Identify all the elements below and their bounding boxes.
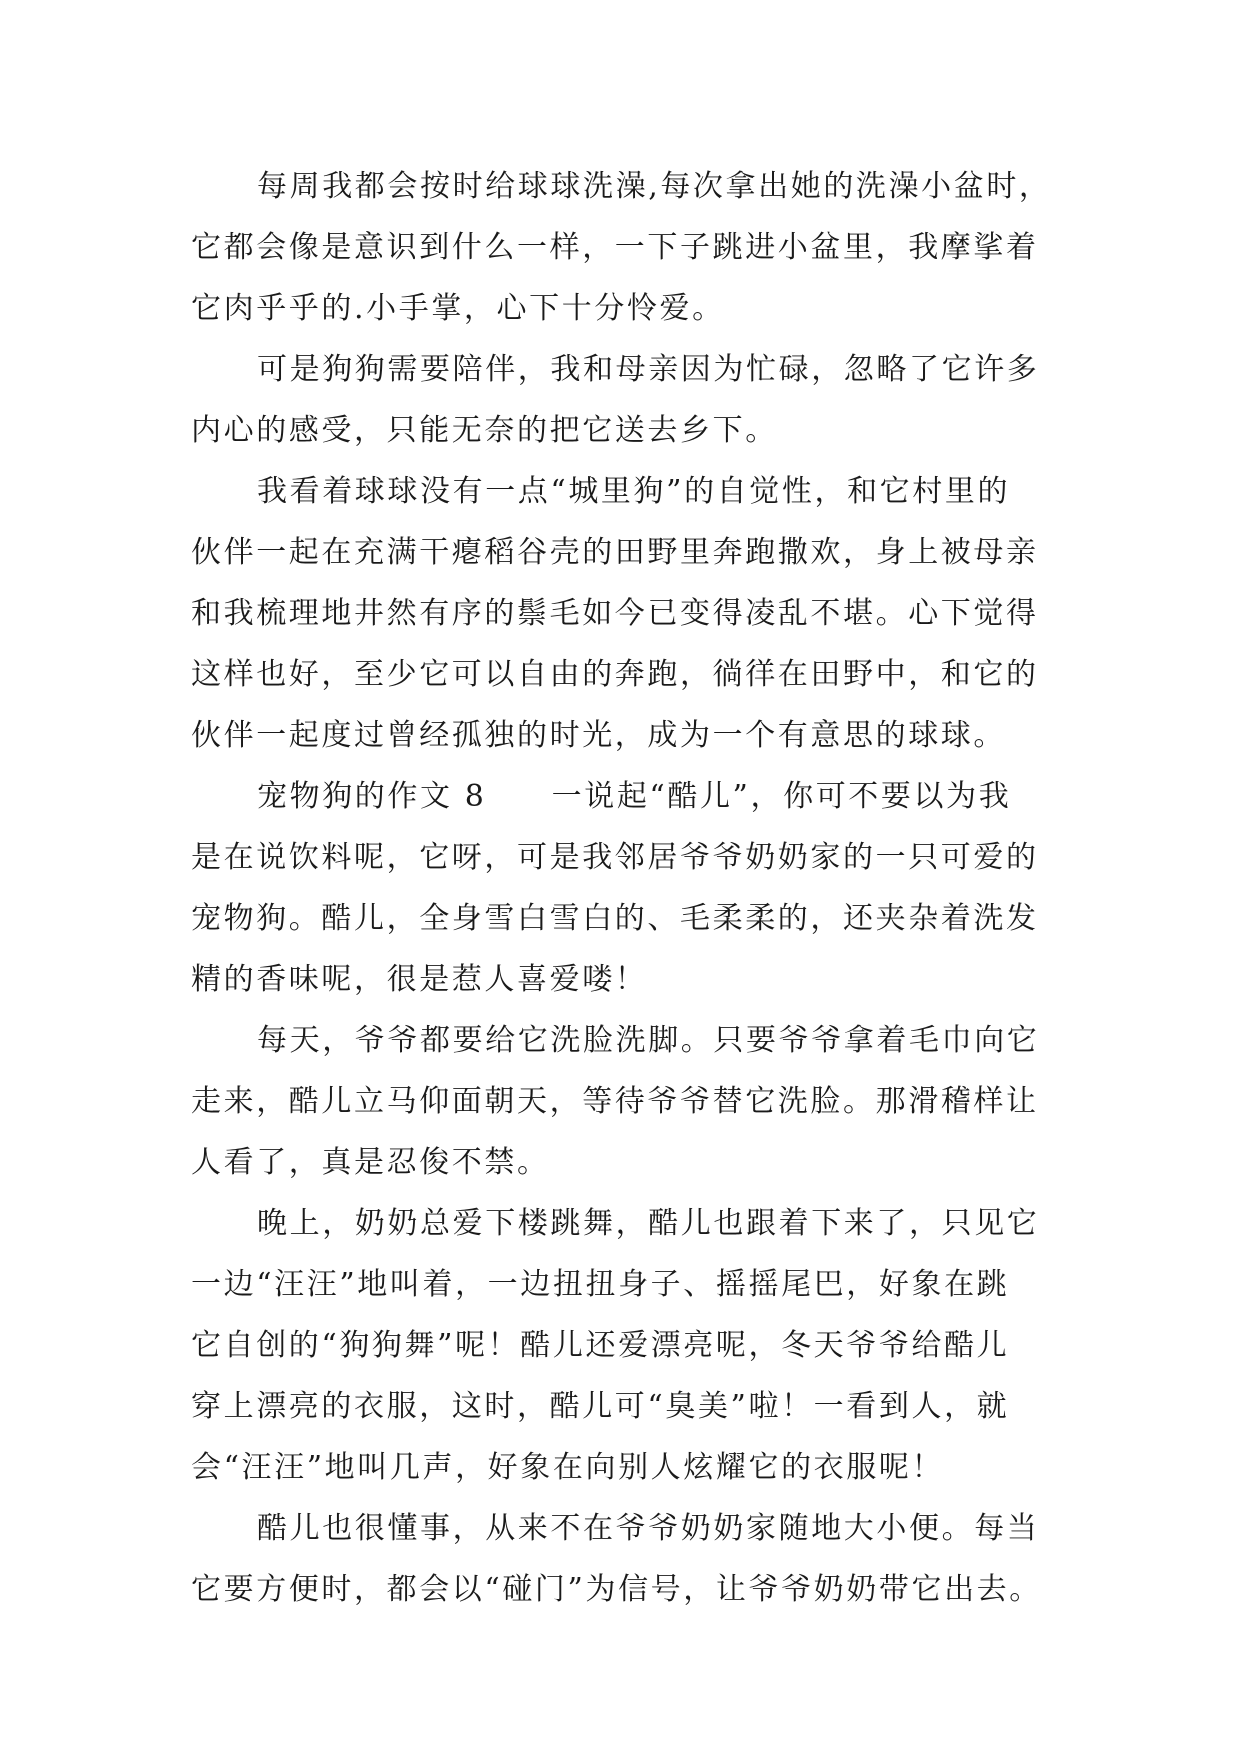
text-line: 它肉乎乎的.小手掌，心下十分怜爱。 xyxy=(191,291,725,326)
text-line: 这样也好，至少它可以自由的奔跑，徜徉在田野中，和它的 xyxy=(191,657,1039,692)
text-line: 穿上漂亮的衣服，这时，酷儿可“臭美”啦！一看到人，就 xyxy=(191,1389,1010,1424)
text-line: 可是狗狗需要陪伴，我和母亲因为忙碌，忽略了它许多 xyxy=(257,352,1040,387)
text-line: 每天，爷爷都要给它洗脸洗脚。只要爷爷拿着毛巾向它 xyxy=(257,1023,1040,1058)
text-line: 它要方便时，都会以“碰门”为信号，让爷爷奶奶带它出去。 xyxy=(191,1572,1042,1607)
text-line: 走来，酷儿立马仰面朝天，等待爷爷替它洗脸。那滑稽样让 xyxy=(191,1084,1039,1119)
text-line: 是在说饮料呢，它呀，可是我邻居爷爷奶奶家的一只可爱的 xyxy=(191,840,1039,875)
text-line: 宠物狗的作文 8 一说起“酷儿”，你可不要以为我 xyxy=(257,779,1012,814)
text-line: 人看了，真是忍俊不禁。 xyxy=(191,1145,550,1180)
text-line: 我看着球球没有一点“城里狗”的自觉性，和它村里的 xyxy=(257,474,1011,509)
essay-body xyxy=(191,156,1091,1620)
text-line: 一边“汪汪”地叫着，一边扭扭身子、摇摇尾巴，好象在跳 xyxy=(191,1267,1010,1302)
text-line: 酷儿也很懂事，从来不在爷爷奶奶家随地大小便。每当 xyxy=(257,1511,1040,1546)
text-line: 伙伴一起度过曾经孤独的时光，成为一个有意思的球球。 xyxy=(191,718,1006,753)
text-line: 伙伴一起在充满干瘪稻谷壳的田野里奔跑撒欢，身上被母亲 xyxy=(191,535,1039,570)
text-line: 会“汪汪”地叫几声，好象在向别人炫耀它的衣服呢！ xyxy=(191,1450,945,1485)
text-line: 它自创的“狗狗舞”呢！酷儿还爱漂亮呢，冬天爷爷给酷儿 xyxy=(191,1328,1010,1363)
text-line: 它都会像是意识到什么一样，一下子跳进小盆里，我摩挲着 xyxy=(191,230,1039,265)
text-line: 精的香味呢，很是惹人喜爱喽！ xyxy=(191,962,648,997)
text-line: 宠物狗。酷儿，全身雪白雪白的、毛柔柔的，还夹杂着洗发 xyxy=(191,901,1039,936)
text-line: 晚上，奶奶总爱下楼跳舞，酷儿也跟着下来了，只见它 xyxy=(257,1206,1040,1241)
text-line: 内心的感受，只能无奈的把它送去乡下。 xyxy=(191,413,778,448)
text-line: 每周我都会按时给球球洗澡,每次拿出她的洗澡小盆时， xyxy=(257,169,1052,204)
text-line: 和我梳理地井然有序的鬃毛如今已变得凌乱不堪。心下觉得 xyxy=(191,596,1039,631)
